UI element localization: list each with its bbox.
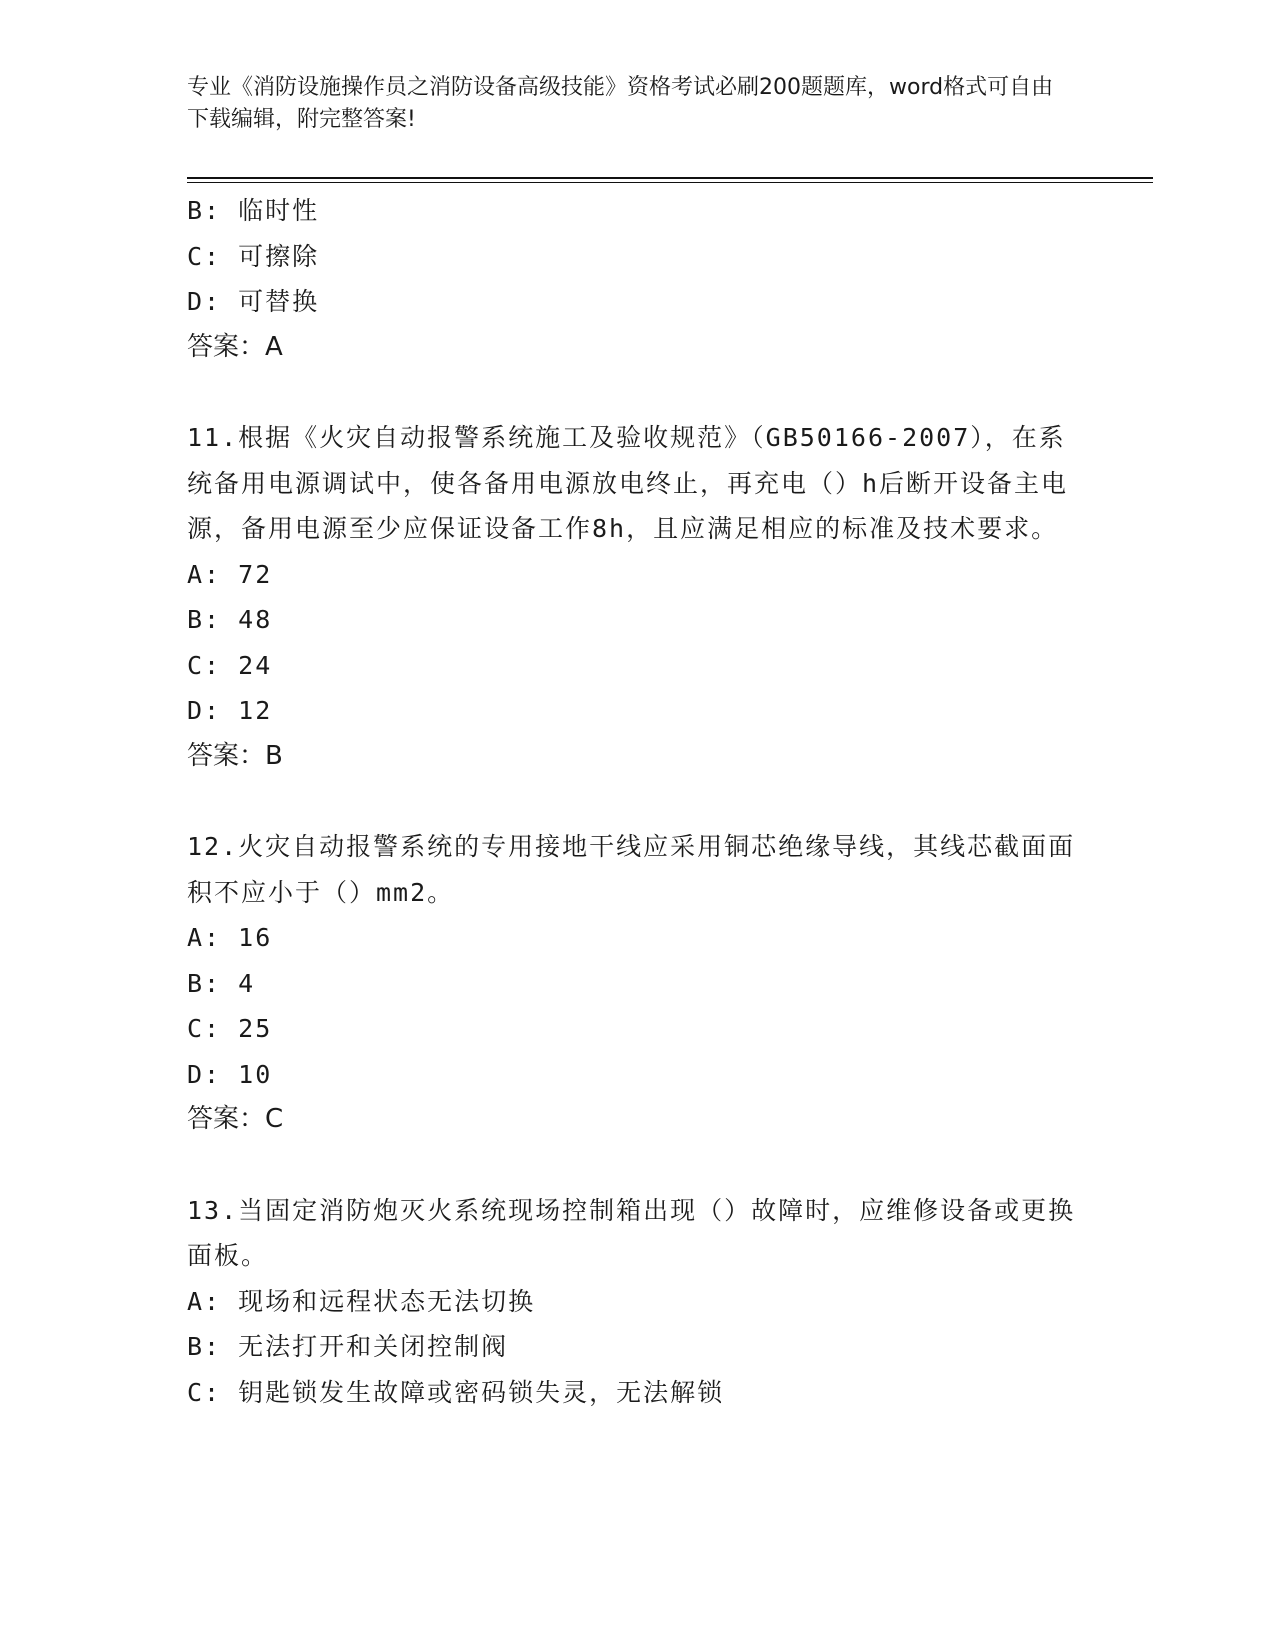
question-13 [187, 1188, 1087, 1416]
document-header: 专业《消防设施操作员之消防设备高级技能》资格考试必刷200题题库，word格式可自由下载编辑，附完整答案! [187, 75, 1054, 132]
option-a: A: 16 [187, 923, 273, 952]
question-stem: 13.当固定消防炮灭火系统现场控制箱出现（）故障时，应维修设备或更换面板。 [187, 1195, 1076, 1270]
question-stem: 11.根据《火灾自动报警系统施工及验收规范》（GB50166-2007），在系统备用电源调试中，使各备用电源放电终止，再充电（）h后断开设备主电源，备用电源至少应保证设备工作8h，且应满足相应的标准及技术要求。 [187, 423, 1069, 543]
header-rule-thin [187, 182, 1153, 183]
question-11 [187, 415, 1087, 779]
option-c: C: 25 [187, 1014, 273, 1043]
document-body [187, 188, 1087, 1415]
option-d: D: 12 [187, 696, 273, 725]
option-b: B: 48 [187, 605, 273, 634]
option-c: C: 钥匙锁发生故障或密码锁失灵，无法解锁 [187, 1377, 725, 1407]
option-d: D: 10 [187, 1059, 273, 1089]
question-stem: 12.火灾自动报警系统的专用接地干线应采用铜芯绝缘导线，其线芯截面面积不应小于（）mm2。 [187, 832, 1076, 907]
option-a: A: 现场和远程状态无法切换 [187, 1286, 536, 1316]
option-d: D: 可替换 [187, 287, 320, 316]
question-12 [187, 824, 1087, 1143]
answer-line: 答案：B [187, 740, 283, 771]
answer-line: 答案：C [187, 1104, 284, 1134]
option-c: C: 可擦除 [187, 241, 320, 271]
option-a: A: 72 [187, 559, 273, 589]
option-b: B: 4 [187, 968, 256, 998]
prev-question-tail [187, 188, 1087, 370]
option-b: B: 无法打开和关闭控制阀 [187, 1332, 509, 1361]
answer-line: 答案：A [187, 331, 283, 362]
header-rule-thick [187, 177, 1153, 179]
option-b: B: 临时性 [187, 196, 320, 225]
option-c: C: 24 [187, 650, 273, 680]
